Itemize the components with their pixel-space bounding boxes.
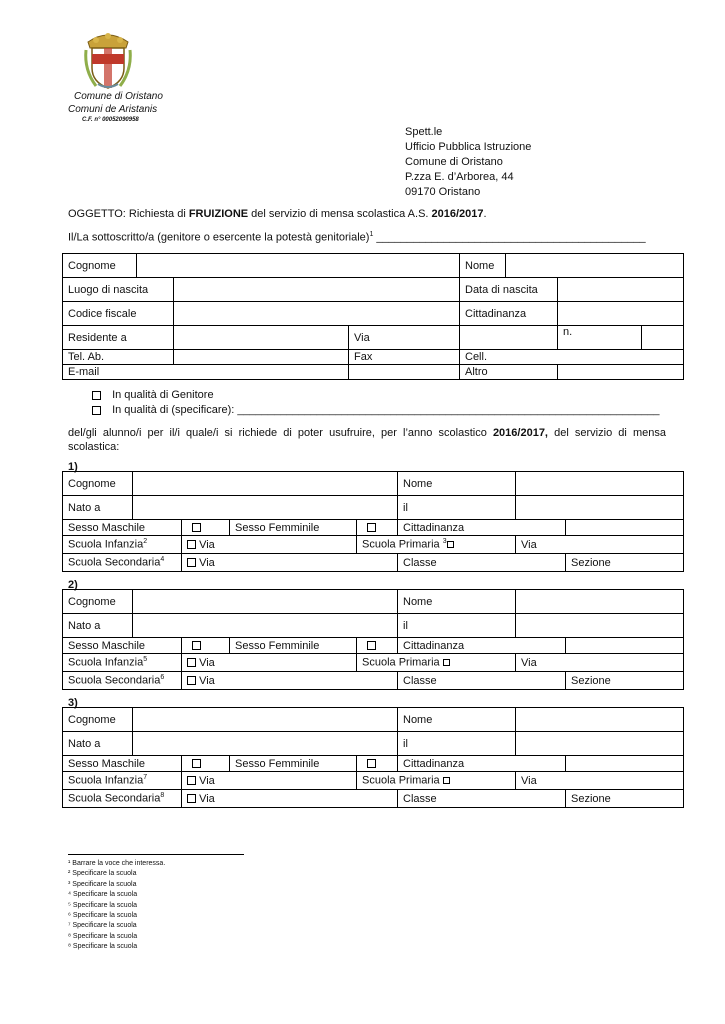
label-classe: Classe	[398, 672, 566, 690]
label-altro: Altro	[460, 365, 558, 380]
declarant-line: Il/La sottoscritto/a (genitore o esercente la potestà genitoriale)$^1$ ____________________________________________	[68, 231, 646, 244]
cell-femminile[interactable]	[357, 756, 398, 772]
footnote: ³ Specificare la scuola	[68, 880, 137, 888]
label-nome: Nome	[398, 590, 516, 614]
checkbox-femminile[interactable]	[367, 641, 376, 650]
input-email[interactable]	[349, 365, 460, 380]
footnote: ⁴ Specificare la scuola	[68, 891, 138, 899]
label-cittadinanza: Cittadinanza	[398, 638, 566, 654]
checkbox-infanzia[interactable]	[187, 776, 196, 785]
input-student-nome[interactable]	[516, 590, 684, 614]
input-tel[interactable]	[174, 350, 349, 365]
footnote: ⁸ Specificare la scuola	[68, 943, 138, 951]
label-nato-a: Nato a	[63, 732, 133, 756]
label-scuola-secondaria: Scuola Secondaria$^4$	[63, 554, 182, 572]
student-table	[62, 589, 684, 690]
label-scuola-infanzia: Scuola Infanzia$^5$	[63, 654, 182, 672]
input-student-cittadinanza[interactable]	[566, 638, 684, 654]
cell-maschile[interactable]	[182, 520, 230, 536]
label-sesso-maschile: Sesso Maschile	[63, 638, 182, 654]
option-infanzia-via[interactable]: Via	[182, 654, 357, 672]
label-codice-fiscale: Codice fiscale	[63, 302, 174, 326]
label-sesso-maschile: Sesso Maschile	[63, 520, 182, 536]
label-primaria-via: Via	[516, 536, 684, 554]
applicant-table	[62, 253, 684, 380]
option-secondaria-via[interactable]: Via	[182, 554, 398, 572]
footnote: ² Specificare la scuola	[68, 870, 137, 878]
option-genitore[interactable]: In qualità di Genitore	[92, 389, 214, 401]
input-nato-a[interactable]	[133, 614, 398, 638]
input-altro[interactable]	[558, 365, 684, 380]
input-student-cognome[interactable]	[133, 590, 398, 614]
label-sesso-femminile: Sesso Femminile	[230, 520, 357, 536]
cell-femminile[interactable]	[357, 638, 398, 654]
label-primaria-via: Via	[516, 654, 684, 672]
footnote: ⁵ Specificare la scuola	[68, 901, 138, 909]
label-classe: Classe	[398, 790, 566, 808]
footnote: ⁶ Specificare la scuola	[68, 912, 138, 919]
option-infanzia-via[interactable]: Via	[182, 536, 357, 554]
checkbox-altro[interactable]	[92, 406, 101, 415]
label-scuola-secondaria: Scuola Secondaria$^8$	[63, 790, 182, 808]
student-table	[62, 707, 684, 808]
recipient-line: P.zza E. d’Arborea, 44	[405, 171, 514, 183]
input-nato-a[interactable]	[133, 732, 398, 756]
label-fax: Fax	[349, 350, 460, 365]
label-il: il	[398, 614, 516, 638]
label-primaria-via: Via	[516, 772, 684, 790]
input-nato-a[interactable]	[133, 496, 398, 520]
subject-line: OGGETTO: Richiesta di FRUIZIONE del servizio di mensa scolastica A.S. 2016/2017.	[68, 208, 487, 220]
input-student-nome[interactable]	[516, 472, 684, 496]
input-cittadinanza[interactable]	[558, 302, 684, 326]
label-cittadinanza: Cittadinanza	[460, 302, 558, 326]
footnote-separator	[68, 854, 244, 855]
label-classe: Classe	[398, 554, 566, 572]
checkbox-primaria[interactable]	[443, 777, 450, 784]
checkbox-secondaria[interactable]	[187, 676, 196, 685]
label-via: Via	[349, 326, 460, 350]
input-via[interactable]	[460, 326, 558, 350]
input-codice-fiscale[interactable]	[174, 302, 460, 326]
checkbox-infanzia[interactable]	[187, 658, 196, 667]
label-nato-a: Nato a	[63, 496, 133, 520]
label-data-nascita: Data di nascita	[460, 278, 558, 302]
recipient-line: Ufficio Pubblica Istruzione	[405, 141, 532, 153]
student-number: 2)	[68, 579, 78, 591]
label-cognome: Cognome	[63, 590, 133, 614]
option-secondaria-via[interactable]: Via	[182, 672, 398, 690]
tax-code: C.F. n° 00052090958	[82, 117, 139, 123]
input-student-cognome[interactable]	[133, 708, 398, 732]
input-student-cittadinanza[interactable]	[566, 756, 684, 772]
input-student-cognome[interactable]	[133, 472, 398, 496]
cell-maschile[interactable]	[182, 638, 230, 654]
label-nome: Nome	[460, 254, 506, 278]
label-nome: Nome	[398, 472, 516, 496]
checkbox-secondaria[interactable]	[187, 794, 196, 803]
label-luogo-nascita: Luogo di nascita	[63, 278, 174, 302]
input-nome[interactable]	[506, 254, 684, 278]
label-cognome: Cognome	[63, 472, 133, 496]
student-number: 3)	[68, 697, 78, 709]
label-nome: Nome	[398, 708, 516, 732]
footnote: ¹ Barrare la voce che interessa.	[68, 860, 166, 867]
student-number: 1)	[68, 461, 78, 473]
coat-of-arms-logo	[82, 30, 134, 92]
label-cognome: Cognome	[63, 708, 133, 732]
label-nato-a: Nato a	[63, 614, 133, 638]
checkbox-primaria[interactable]	[447, 541, 454, 548]
recipient-line: Comune di Oristano	[405, 156, 503, 168]
label-cittadinanza: Cittadinanza	[398, 520, 566, 536]
label-il: il	[398, 496, 516, 520]
input-il[interactable]	[516, 614, 684, 638]
option-secondaria-via[interactable]: Via	[182, 790, 398, 808]
label-numero: n.	[558, 326, 642, 350]
checkbox-femminile[interactable]	[367, 759, 376, 768]
recipient-line: 09170 Oristano	[405, 186, 481, 198]
label-scuola-infanzia: Scuola Infanzia$^2$	[63, 536, 182, 554]
input-data-nascita[interactable]	[558, 278, 684, 302]
cell-femminile[interactable]	[357, 520, 398, 536]
label-cell: Cell.	[460, 350, 684, 365]
option-infanzia-via[interactable]: Via	[182, 772, 357, 790]
checkbox-femminile[interactable]	[367, 523, 376, 532]
input-cognome[interactable]	[137, 254, 460, 278]
label-sesso-femminile: Sesso Femminile	[230, 756, 357, 772]
option-primaria[interactable]: Scuola Primaria	[357, 654, 516, 672]
label-email: E-mail	[63, 365, 349, 380]
label-sesso-maschile: Sesso Maschile	[63, 756, 182, 772]
input-luogo-nascita[interactable]	[174, 278, 460, 302]
label-sezione: Sezione	[566, 790, 684, 808]
municipality-name-sardinian: Comuni de Aristanis	[68, 104, 158, 115]
option-primaria[interactable]: Scuola Primaria	[357, 772, 516, 790]
municipality-name: Comune di Oristano	[74, 91, 163, 102]
label-scuola-secondaria: Scuola Secondaria$^6$	[63, 672, 182, 690]
checkbox-maschile[interactable]	[192, 759, 201, 768]
input-numero[interactable]	[642, 326, 684, 350]
option-primaria[interactable]: Scuola Primaria $^3$	[357, 536, 516, 554]
footnote: ⁷ Specificare la scuola	[68, 922, 137, 930]
label-tel: Tel. Ab.	[63, 350, 174, 365]
label-cittadinanza: Cittadinanza	[398, 756, 566, 772]
cell-maschile[interactable]	[182, 756, 230, 772]
option-altro[interactable]: In qualità di (specificare): _____________________________________________________________________	[92, 404, 660, 416]
checkbox-maschile[interactable]	[192, 641, 201, 650]
label-il: il	[398, 732, 516, 756]
input-student-cittadinanza[interactable]	[566, 520, 684, 536]
checkbox-maschile[interactable]	[192, 523, 201, 532]
checkbox-infanzia[interactable]	[187, 540, 196, 549]
label-scuola-infanzia: Scuola Infanzia$^7$	[63, 772, 182, 790]
label-cognome: Cognome	[63, 254, 137, 278]
input-residente[interactable]	[174, 326, 349, 350]
label-residente: Residente a	[63, 326, 174, 350]
input-il[interactable]	[516, 732, 684, 756]
recipient-line: Spett.le	[405, 126, 443, 138]
input-student-nome[interactable]	[516, 708, 684, 732]
checkbox-secondaria[interactable]	[187, 558, 196, 567]
student-table	[62, 471, 684, 572]
checkbox-primaria[interactable]	[443, 659, 450, 666]
footnote: ⁸ Specificare la scuola	[68, 932, 138, 940]
label-sezione: Sezione	[566, 672, 684, 690]
input-il[interactable]	[516, 496, 684, 520]
label-sesso-femminile: Sesso Femminile	[230, 638, 357, 654]
label-sezione: Sezione	[566, 554, 684, 572]
checkbox-genitore[interactable]	[92, 391, 101, 400]
request-paragraph: del/gli alunno/i per il/i quale/i si richiede di poter usufruire, per l’anno scolastico 2016/2017, del servizio di mensa scolastica:	[68, 427, 666, 453]
